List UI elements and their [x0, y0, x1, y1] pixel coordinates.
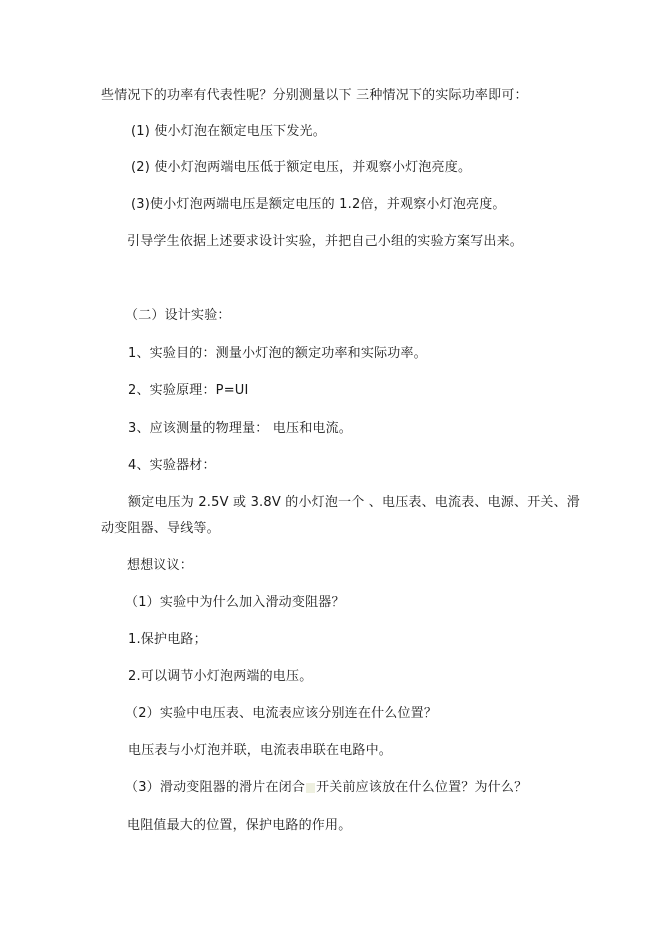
intro-continuation: 些情况下的功率有代表性呢？分别测量以下 三种情况下的实际功率即可：	[101, 88, 528, 103]
condition-3: (3)使小灯泡两端电压是额定电压的 1.2倍，并观察小灯泡亮度。	[131, 197, 506, 212]
discussion-heading: 想想议议：	[127, 558, 194, 573]
question-3-part-2: 开关前应该放在什么位置？为什么？	[316, 780, 528, 795]
question-1: （1）实验中为什么加入滑动变阻器？	[125, 595, 345, 610]
experiment-purpose: 1、实验目的：测量小灯泡的额定功率和实际功率。	[128, 346, 427, 361]
scan-mark	[306, 783, 315, 793]
experiment-principle: 2、实验原理：P=UI	[128, 383, 249, 398]
answer-1b: 2.可以调节小灯泡两端的电压。	[128, 669, 313, 684]
question-2: （2）实验中电压表、电流表应该分别连在什么位置？	[125, 706, 438, 721]
condition-1: (1) 使小灯泡在额定电压下发光。	[131, 124, 326, 139]
condition-2: (2) 使小灯泡两端电压低于额定电压，并观察小灯泡亮度。	[131, 160, 472, 175]
guidance-paragraph: 引导学生依据上述要求设计实验，并把自己小组的实验方案写出来。	[127, 234, 524, 249]
section-heading: （二）设计实验：	[125, 308, 231, 323]
question-3	[125, 780, 527, 796]
answer-2: 电压表与小灯泡并联，电流表串联在电路中。	[128, 743, 393, 758]
answer-1a: 1.保护电路；	[128, 632, 207, 647]
equipment-line-1: 额定电压为 2.5V 或 3.8V 的小灯泡一个 、电压表、电流表、电源、开关、滑	[128, 495, 580, 510]
answer-3: 电阻值最大的位置，保护电路的作用。	[127, 818, 352, 833]
question-3-part-1: （3）滑动变阻器的滑片在闭合	[125, 780, 306, 795]
measured-quantities: 3、应该测量的物理量： 电压和电流。	[128, 421, 353, 436]
equipment-heading: 4、实验器材：	[128, 458, 216, 473]
equipment-line-2: 动变阻器、导线等。	[101, 521, 220, 536]
